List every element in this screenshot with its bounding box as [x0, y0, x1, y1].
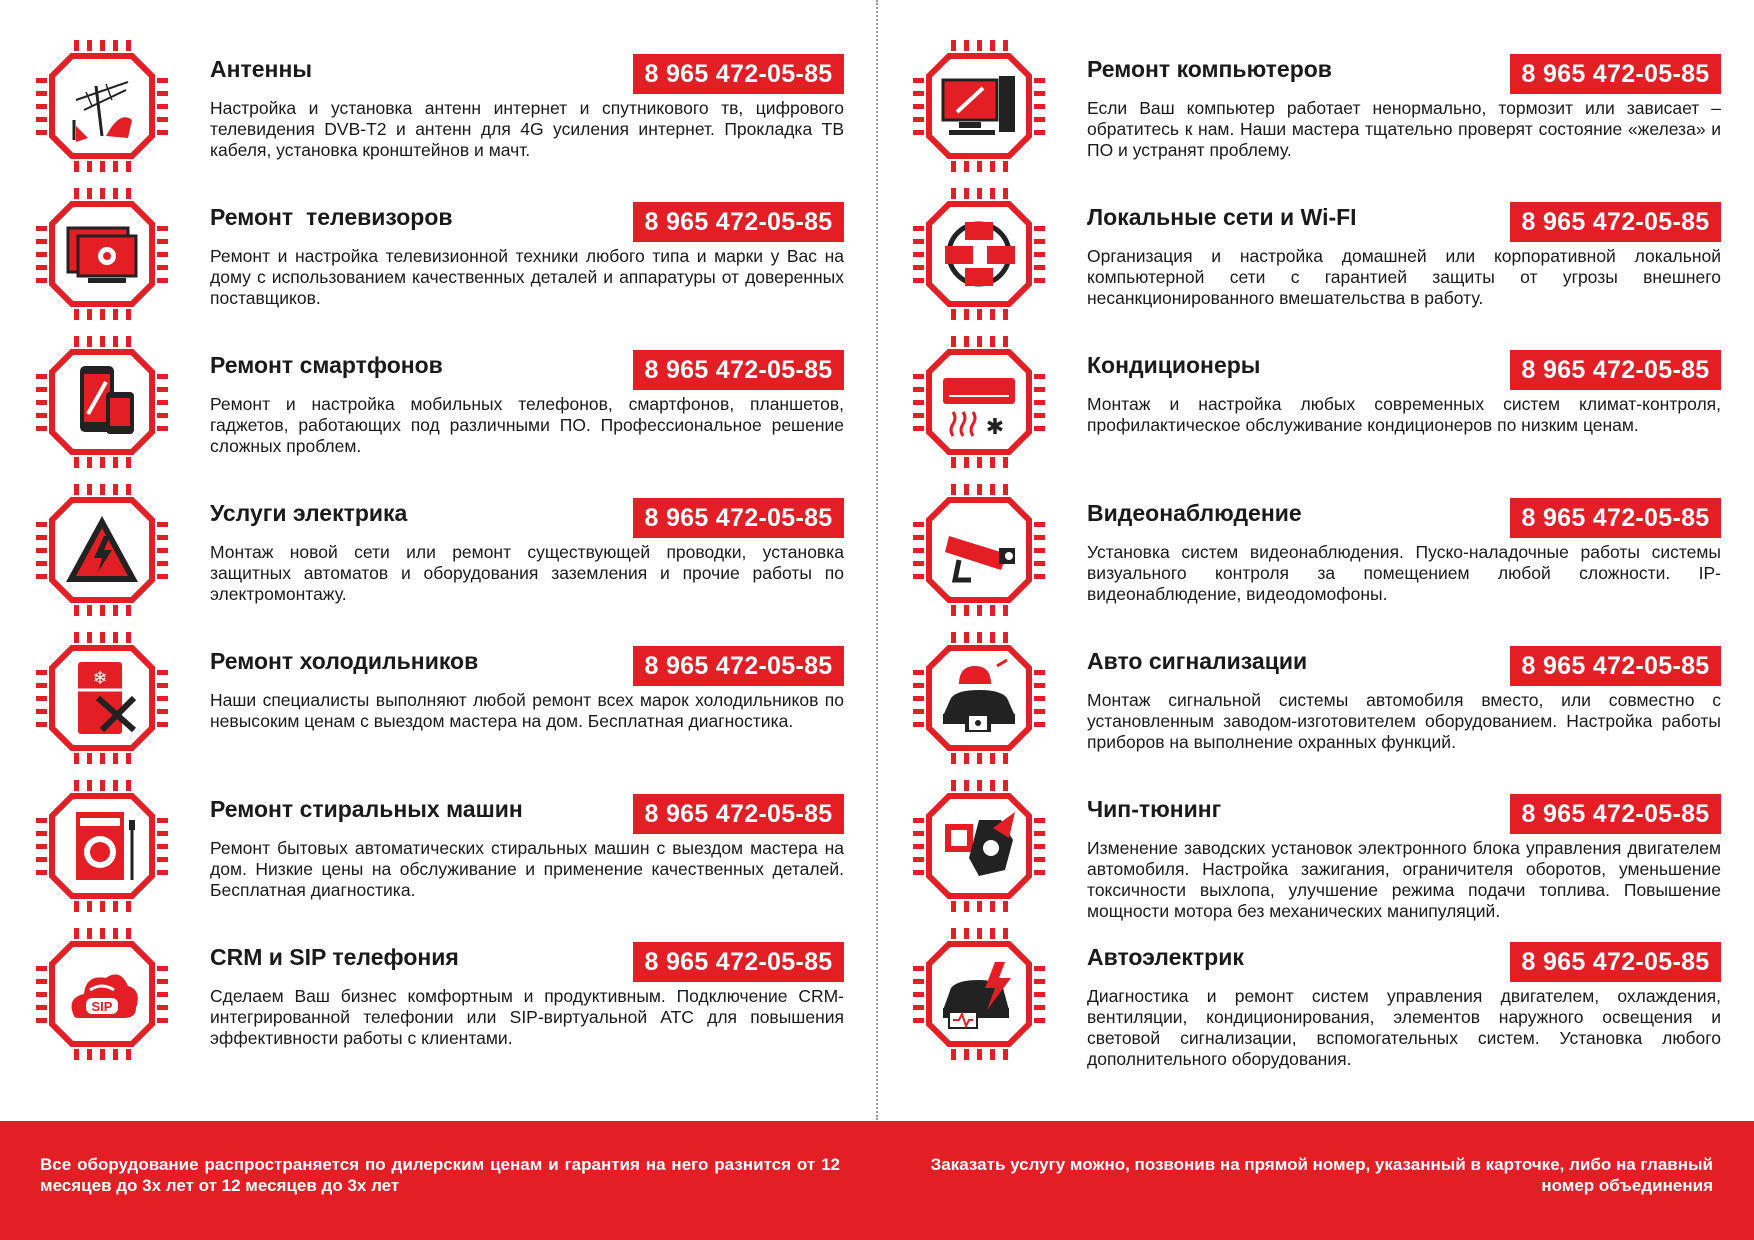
service-card-car-alarms [913, 632, 1754, 780]
service-title: Ремонт компьютеров [1087, 56, 1332, 82]
tv-repair-icon [36, 188, 168, 320]
smartphone-repair-icon [36, 336, 168, 468]
phone-badge[interactable]: 8 965 472-05-85 [1510, 202, 1721, 242]
phone-badge[interactable]: 8 965 472-05-85 [1510, 794, 1721, 834]
service-description: Ремонт бытовых автоматических стиральных машин с выездом мастера на дом. Низкие цены на обслуживание и применение качественных деталей. Бесплатная диагностика. [210, 838, 844, 900]
service-card-smartphone-repair [36, 336, 881, 484]
service-card-video-surveillance [913, 484, 1754, 632]
phone-badge[interactable]: 8 965 472-05-85 [1510, 646, 1721, 686]
cctv-camera-icon [913, 484, 1045, 616]
service-description: Если Ваш компьютер работает ненормально, тормозит или зависает – обратитесь к нам. Наши мастера тщательно проверят состояние «железа» и ПО и устранят проблему. [1087, 98, 1721, 160]
service-title: Ремонт смартфонов [210, 352, 443, 378]
service-card-air-conditioners [913, 336, 1754, 484]
service-title: Локальные сети и Wi-FI [1087, 204, 1357, 230]
phone-badge[interactable]: 8 965 472-05-85 [633, 202, 844, 242]
service-description: Диагностика и ремонт систем управления двигателем, охлаждения, вентиляции, кондиционирования, элементов наружного освещения и световой сигнализации, вспомогательных систем. Установка любого дополнительного оборудования. [1087, 986, 1721, 1069]
fridge-repair-icon [36, 632, 168, 764]
service-card-antennas [36, 40, 881, 188]
service-title: Чип-тюнинг [1087, 796, 1222, 822]
service-description: Наши специалисты выполняют любой ремонт всех марок холодильников по невысоким ценам с выездом мастера на дом. Бесплатная диагностика. [210, 690, 844, 731]
service-card-tv-repair [36, 188, 881, 336]
phone-badge[interactable]: 8 965 472-05-85 [633, 350, 844, 390]
high-voltage-icon [36, 484, 168, 616]
service-description: Монтаж новой сети или ремонт существующей проводки, установка защитных автоматов и оборудования заземления и прочие работы по электромонтажу. [210, 542, 844, 604]
service-description: Монтаж сигнальной системы автомобиля вместо, или совместно с установленным заводом-изготовителем оборудованием. Настройка работы приборов на выполнение охранных функций. [1087, 690, 1721, 752]
chip-tuning-icon [913, 780, 1045, 912]
service-card-crm-sip [36, 928, 881, 1076]
phone-badge[interactable]: 8 965 472-05-85 [1510, 498, 1721, 538]
service-title: Автоэлектрик [1087, 944, 1244, 970]
service-title: Ремонт телевизоров [210, 204, 453, 230]
washing-machine-icon [36, 780, 168, 912]
network-icon [913, 188, 1045, 320]
service-description: Сделаем Ваш бизнес комфортным и продуктивным. Подключение CRM-интегрированной телефонии или SIP-виртуальной АТС для повышения эффективности работы с клиентами. [210, 986, 844, 1048]
service-title: Антенны [210, 56, 312, 82]
service-description: Настройка и установка антенн интернет и спутникового тв, цифрового телевидения DVB-T2 и антенн для 4G усиления интернет. Прокладка ТВ кабеля, установка кронштейнов и мачт. [210, 98, 844, 160]
service-title: Видеонаблюдение [1087, 500, 1302, 526]
phone-badge[interactable]: 8 965 472-05-85 [633, 498, 844, 538]
svg-text:✱: ✱ [985, 415, 1005, 440]
phone-badge[interactable]: 8 965 472-05-85 [633, 646, 844, 686]
svg-text:❄: ❄ [92, 668, 108, 689]
service-title: CRM и SIP телефония [210, 944, 459, 970]
service-description: Ремонт и настройка мобильных телефонов, смартфонов, планшетов, гаджетов, работающих под различными ПО. Профессиональное решение сложных проблем. [210, 394, 844, 456]
svg-text:SIP: SIP [91, 999, 113, 1014]
service-description: Установка систем видеонаблюдения. Пуско-наладочные работы системы визуального контроля за помещением любой сложности. IP-видеонаблюдение, видеодомофоны. [1087, 542, 1721, 604]
antenna-icon [36, 40, 168, 172]
service-card-electrician [36, 484, 881, 632]
service-card-washing-machine-repair [36, 780, 881, 928]
service-description: Организация и настройка домашней или корпоративной локальной компьютерной сети с гарантией защиты от угрозы внешнего несанкционированного вмешательства в работу. [1087, 246, 1721, 308]
sip-cloud-icon [36, 928, 168, 1060]
computer-repair-icon [913, 40, 1045, 172]
phone-badge[interactable]: 8 965 472-05-85 [633, 54, 844, 94]
auto-electric-icon [913, 928, 1045, 1060]
service-description: Изменение заводских установок электронного блока управления двигателем автомобиля. Настройка зажигания, ограничителя оборотов, уменьшение токсичности выхлопа, улучшение режима подачи топлива. Повышение мощности мотора без механических манипуляций. [1087, 838, 1721, 921]
service-title: Кондиционеры [1087, 352, 1261, 378]
footer-order-note: Заказать услугу можно, позвонив на прямой номер, указанный в карточке, либо на главный номер объединения [930, 1155, 1713, 1195]
service-description: Ремонт и настройка телевизионной техники любого типа и марки у Вас на дому с использованием качественных деталей и аппаратуры от доверенных поставщиков. [210, 246, 844, 308]
service-title: Ремонт стиральных машин [210, 796, 523, 822]
service-card-chip-tuning [913, 780, 1754, 928]
phone-badge[interactable]: 8 965 472-05-85 [1510, 942, 1721, 982]
service-card-fridge-repair [36, 632, 881, 780]
footer-banner [0, 1121, 1754, 1240]
service-title: Услуги электрика [210, 500, 408, 526]
phone-badge[interactable]: 8 965 472-05-85 [1510, 350, 1721, 390]
footer-warranty-note: Все оборудование распространяется по дилерским ценам и гарантия на него разнится от 12 месяцев до 3х лет от 12 месяцев до 3х лет [40, 1155, 840, 1195]
air-conditioner-icon [913, 336, 1045, 468]
car-alarm-icon [913, 632, 1045, 764]
service-title: Авто сигнализации [1087, 648, 1308, 674]
phone-badge[interactable]: 8 965 472-05-85 [1510, 54, 1721, 94]
service-card-auto-electrician [913, 928, 1754, 1076]
phone-badge[interactable]: 8 965 472-05-85 [633, 942, 844, 982]
service-card-computer-repair [913, 40, 1754, 188]
service-description: Монтаж и настройка любых современных систем климат-контроля, профилактическое обслуживание кондиционеров по низким ценам. [1087, 394, 1721, 435]
service-title: Ремонт холодильников [210, 648, 479, 674]
service-card-networks [913, 188, 1754, 336]
phone-badge[interactable]: 8 965 472-05-85 [633, 794, 844, 834]
